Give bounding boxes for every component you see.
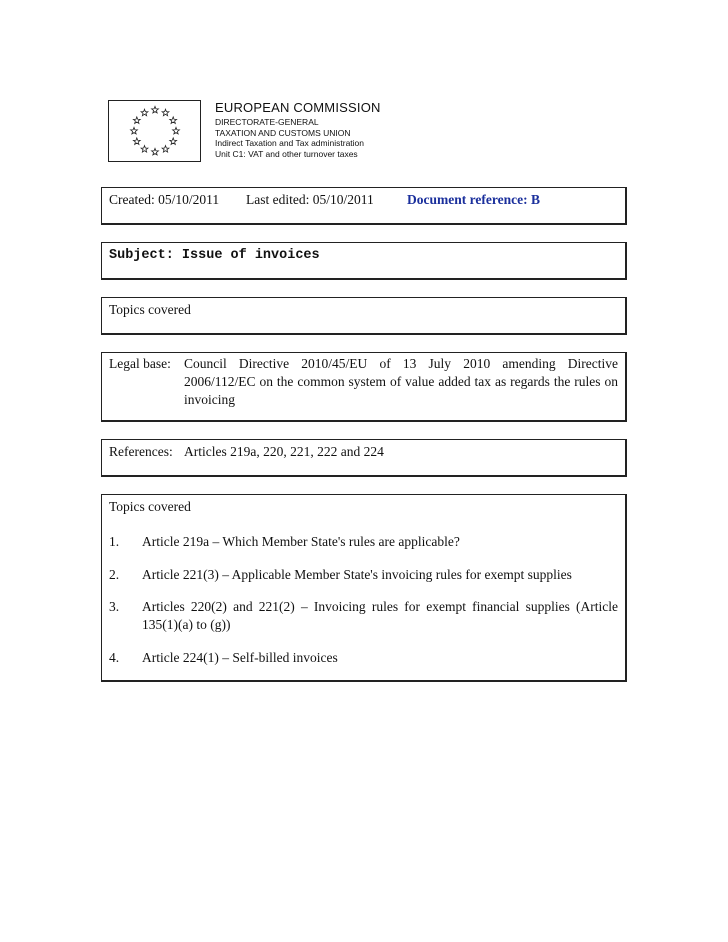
star-icon (133, 138, 140, 145)
created-date: Created: 05/10/2011 (109, 192, 220, 207)
star-icon (173, 127, 180, 134)
document-reference: Document reference: B (407, 192, 540, 207)
references-text: Articles 219a, 220, 221, 222 and 224 (184, 444, 384, 459)
star-icon (131, 127, 138, 134)
topic-number: 1. (109, 534, 120, 549)
topics-covered-box (101, 297, 627, 335)
star-icon (170, 117, 177, 124)
legal-base-box (101, 352, 627, 422)
directorate-division-line: Indirect Taxation and Tax administration (215, 138, 364, 148)
unit-line: Unit C1: VAT and other turnover taxes (215, 148, 358, 159)
star-icon (141, 146, 148, 153)
legal-base-label: Legal base: (109, 356, 171, 371)
eu-logo (108, 100, 201, 162)
dg-name-line: TAXATION AND CUSTOMS UNION (215, 127, 351, 138)
topic-text: Articles 220(2) and 221(2) – Invoicing rules for exempt financial supplies (Article 135(1)(a) to (g)) (142, 599, 618, 632)
star-icon (152, 148, 159, 155)
star-icon (162, 146, 169, 153)
references-label: References: (109, 444, 173, 459)
eu-stars-icon (109, 101, 202, 163)
subject-title: Subject: Issue of invoices (109, 248, 320, 263)
topic-text: Article 221(3) – Applicable Member State's invoicing rules for exempt supplies (142, 567, 572, 582)
subject-box (101, 242, 627, 280)
topic-text: Article 224(1) – Self-billed invoices (142, 650, 338, 665)
topics-covered-label: Topics covered (109, 302, 191, 317)
organisation-block (215, 100, 381, 159)
topics-list-heading: Topics covered (109, 499, 191, 514)
star-icon (141, 109, 148, 116)
organisation-name: EUROPEAN COMMISSION (215, 100, 381, 115)
star-icon (170, 138, 177, 145)
topic-number: 3. (109, 599, 120, 614)
metadata-box (101, 187, 627, 225)
directorate-line: DIRECTORATE-GENERAL (215, 117, 319, 127)
star-icon (162, 109, 169, 116)
last-edited-date: Last edited: 05/10/2011 (246, 192, 374, 207)
topic-number: 2. (109, 567, 120, 582)
document-header (108, 100, 408, 162)
star-icon (152, 106, 159, 113)
topic-text: Article 219a – Which Member State's rules are applicable? (142, 534, 460, 549)
topics-list-box (101, 494, 627, 682)
topic-number: 4. (109, 650, 120, 665)
references-box (101, 439, 627, 477)
legal-base-text: Council Directive 2010/45/EU of 13 July 2010 amending Directive 2006/112/EC on the common system of value added tax as regards the rules on invoicing (184, 356, 618, 407)
star-icon (133, 117, 140, 124)
